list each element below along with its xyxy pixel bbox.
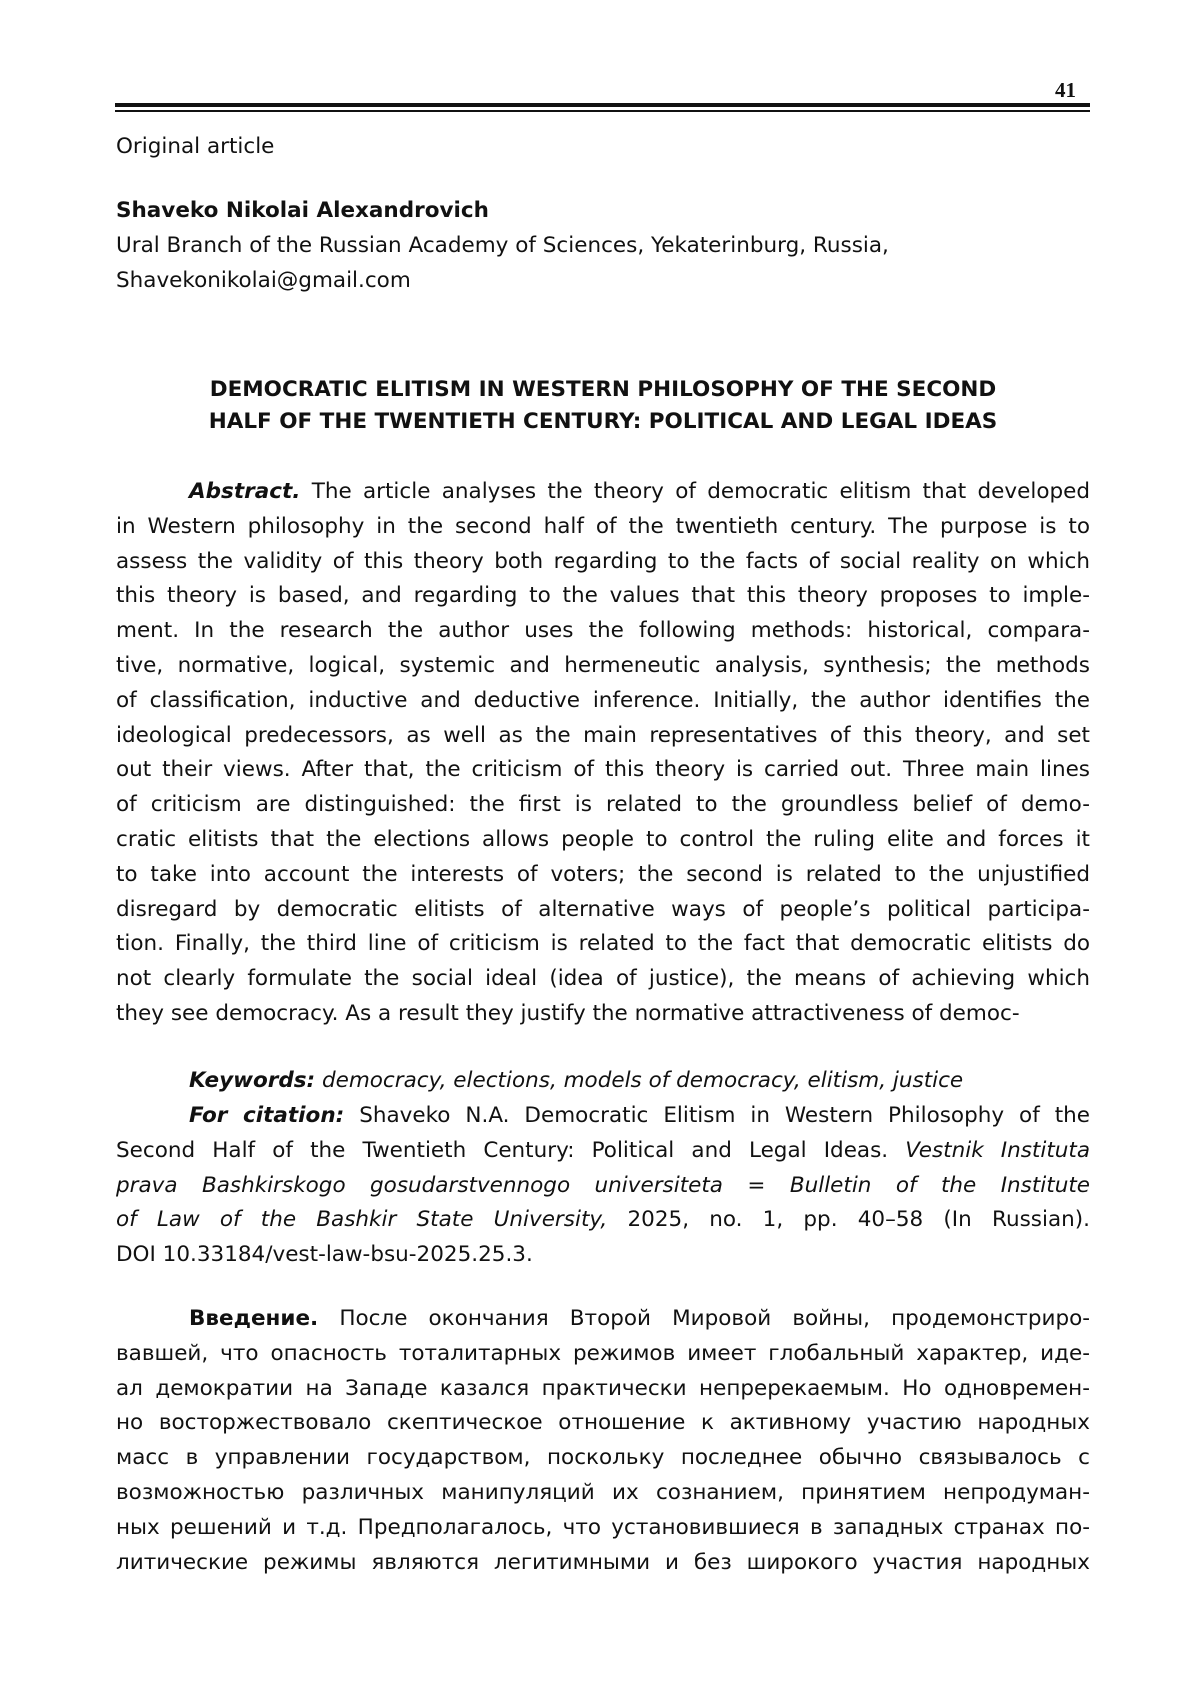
header-rule-thick	[115, 103, 1090, 107]
author-affiliation: Ural Branch of the Russian Academy of Sciences, Yekaterinburg, Russia,	[116, 232, 889, 258]
abstract-label: Abstract.	[189, 479, 301, 504]
abstract-line: out their views. After that, the criticism of this theory is carried out. Three main lines	[116, 757, 1090, 783]
citation-details: 2025, no. 1, pp. 40–58 (In Russian).	[627, 1207, 1090, 1233]
intro-line: масс в управлении государством, поскольку последнее обычно связывалось с	[116, 1445, 1090, 1471]
abstract-line: disregard by democratic elitists of alternative ways of people’s political participa-	[116, 896, 1090, 922]
abstract-line: assess the validity of this theory both regarding to the facts of social reality on which	[116, 548, 1090, 574]
abstract-line: in Western philosophy in the second half of the twentieth century. The purpose is to	[116, 513, 1090, 539]
abstract-line: ideological predecessors, as well as the main representatives of this theory, and set	[116, 722, 1090, 748]
abstract-line: of classification, inductive and deductive inference. Initially, the author identifies the	[116, 687, 1090, 713]
author-email: Shavekonikolai@gmail.com	[116, 267, 411, 293]
header-rule-thin	[115, 110, 1090, 112]
intro-line: литические режимы являются легитимными и без широкого участия народных	[116, 1549, 1090, 1575]
author-name: Shaveko Nikolai Alexandrovich	[116, 198, 489, 223]
keywords-label: Keywords:	[189, 1068, 316, 1093]
abstract-first-line: Abstract. The article analyses the theory of democratic elitism that developed	[189, 479, 1090, 504]
abstract-line: cratic elitists that the elections allows people to control the ruling elite and forces it	[116, 826, 1090, 852]
title-line: HALF OF THE TWENTIETH CENTURY: POLITICAL AND LEGAL IDEAS	[208, 408, 998, 434]
article-type: Original article	[116, 134, 275, 159]
intro-line: ал демократии на Западе казался практически непререкаемым. Но одновремен-	[116, 1375, 1090, 1401]
intro-label: Введение.	[189, 1306, 319, 1331]
author-block	[116, 194, 1090, 298]
intro-line: ных решений и т.д. Предполагалось, что установившиеся в западных странах по-	[116, 1514, 1090, 1540]
abstract-line: not clearly formulate the social ideal (idea of justice), the means of achieving which	[116, 966, 1090, 992]
intro-line: но восторжествовало скептическое отношение к активному участию народных	[116, 1410, 1090, 1436]
title-line: DEMOCRATIC ELITISM IN WESTERN PHILOSOPHY OF THE SECOND	[209, 377, 997, 402]
article-title	[116, 373, 1090, 440]
abstract-line: tion. Finally, the third line of criticism is related to the fact that democratic elitists do	[116, 931, 1090, 957]
citation-doi: DOI 10.33184/vest-law-bsu-2025.25.3.	[116, 1242, 533, 1268]
abstract-line: this theory is based, and regarding to the values that this theory proposes to imple-	[116, 583, 1090, 609]
intro-line: возможностью различных манипуляций их сознанием, принятием непродуман-	[116, 1479, 1090, 1505]
abstract-line: ment. In the research the author uses the following methods: historical, compara-	[116, 618, 1090, 644]
keywords	[116, 1064, 1090, 1099]
journal-title: prava Bashkirskogo gosudarstvennogo universiteta = Bulletin of the Institute	[116, 1172, 1090, 1198]
intro-line: вавшей, что опасность тоталитарных режимов имеет глобальный характер, иде-	[116, 1340, 1090, 1366]
keywords-text: democracy, elections, models of democracy, elitism, justice	[321, 1068, 964, 1093]
citation-label: For citation:	[189, 1103, 345, 1128]
journal-title: Vestnik Instituta	[905, 1137, 1090, 1163]
introduction: Введение. После окончания Второй Мировой войны, продемонстриро- вавшей, что опасность тоталитарных режимов имеет глобальный характер, иде- ал демократии на Западе казался практически непререкаемым. Но одновремен- но восторжествовало скептическое отношение к активному участию народных масс в управлении государством, поскольку последнее обычно связывалось с возможностью различных манипуляций их сознанием, принятием непродуман- ных решений и т.д. Предполагалось, что установившиеся в западных странах по- литические режимы являются легитимными и без широкого участия народных	[116, 1302, 1090, 1580]
abstract	[116, 475, 1090, 1032]
abstract-line: to take into account the interests of voters; the second is related to the unjustified	[116, 861, 1090, 887]
citation: For citation: Shaveko N.A. Democratic Elitism in Western Philosophy of the Second Half of the Twentieth Century: Political and Legal Ideas. Vestnik Instituta prava Bashkirskogo gosudarstvennogo universiteta = Bulletin of the Institute of Law of the Bashkir State University, 2025, no. 1, pp. 40–58 (In Russian). DOI 10.33184/vest-law-bsu-2025.25.3.	[116, 1099, 1090, 1273]
page-number: 41	[1055, 78, 1076, 102]
abstract-line: of criticism are distinguished: the first is related to the groundless belief of demo-	[116, 792, 1090, 818]
running-header	[115, 72, 1090, 112]
abstract-line: tive, normative, logical, systemic and hermeneutic analysis, synthesis; the methods	[116, 652, 1090, 678]
abstract-last-line: they see democracy. As a result they justify the normative attractiveness of democ-	[116, 1000, 1020, 1026]
journal-title: of Law of the Bashkir State University,	[116, 1207, 608, 1233]
